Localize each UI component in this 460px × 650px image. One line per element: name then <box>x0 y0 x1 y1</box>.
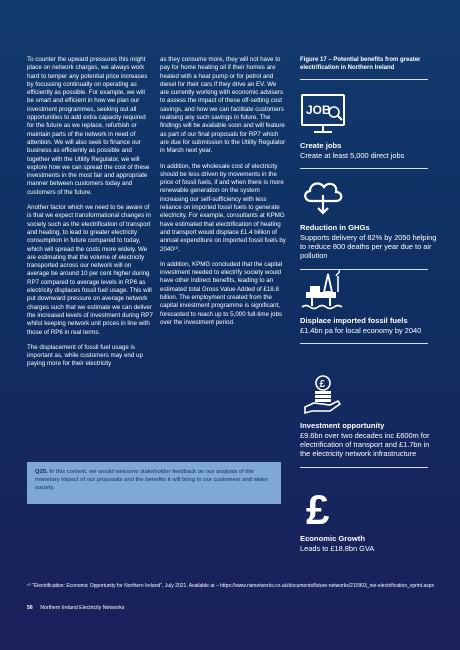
divider <box>300 343 428 344</box>
figure-title: Figure 17 – Potential benefits from greater electrification in Northern Ireland <box>300 57 421 71</box>
benefit-create-jobs <box>300 93 440 169</box>
job-icon-text: JOB <box>306 103 331 117</box>
job-icon <box>300 93 346 135</box>
paragraph: In addition, the wholesale cost of electricity should be less driven by movements in the price of fossil fuels, if and when there is more renewable generation on the system increasing our self-sufficiency with less reliance on imported fossil fuels to generate electricity. For example, consultants at KPMG have estimated that electrification of heating and transport would displace £1.4 billion of annual expenditure on imported fossil fuels by 2040¹⁰. <box>160 162 286 253</box>
divider <box>300 79 428 80</box>
footer-org-name: Northern Ireland Electricity Networks <box>40 605 125 611</box>
pound-icon <box>300 486 346 530</box>
question-label: Q25. <box>35 469 48 475</box>
svg-text:£: £ <box>319 379 326 390</box>
benefit-title: Create jobs <box>300 141 342 150</box>
money-hand-icon <box>300 373 346 417</box>
benefit-reduction-ghg <box>300 175 440 270</box>
body-column-1 <box>27 56 153 376</box>
oil-rig-icon <box>300 268 346 312</box>
paragraph: Another factor which we need to be aware of is that we expect transformational changes in society such as the electrification of transport and heating, to lead to greater electricity consumption in future compared to today, which will spread the costs more widely. We are estimating that the volume of electricity transported across our network will on average be around 10 per cent higher during RP7 compared to average levels in RP6 as electricity displaces fossil fuel usage. This will put downward pressure on average network charges such that we estimate we can deliver the increased levels of investment during RP7 whilst keeping network unit prices in line with those of RP6 in real terms. <box>27 204 153 336</box>
question-text: In this context, we would welcome stakeholder feedback on our analysis of the monetary impact of our proposals and the benefits it will bring to our customers and wider society. <box>35 469 268 491</box>
benefit-description: £1.4bn pa for local economy by 2040 <box>300 325 422 335</box>
divider <box>300 467 428 468</box>
paragraph: as they consume more, they will not have to pay for home heating oil if their homes are heated with a heat pump or for petrol and diesel for their cars if they drive an EV. We are currently working with economic advisers to assess the impact of these off-setting cost savings, and how we can facilitate customers realising any such savings in future. The findings will be available soon and will feature as part of our final proposals for RP7 which are due for submission to the Utility Regulator in March next year. <box>160 56 286 155</box>
footnote: ¹⁰ "Electrification: Economic Opportunity for Northern Ireland", July 2021. Available at – https://www.nienetworks.co.uk/documents/future-networks/210903_nie-electrification_vprint.aspx <box>27 583 435 589</box>
benefit-displace-fossil-fuels <box>300 268 440 344</box>
svg-text:£: £ <box>306 486 330 530</box>
benefit-investment-opportunity <box>300 373 440 468</box>
cloud-download-icon <box>300 175 346 217</box>
paragraph: The displacement of fossil fuel usage is important as, while customers may end up paying more for their electricity <box>27 343 143 368</box>
benefit-title: Displace imported fossil fuels <box>300 316 408 325</box>
divider <box>300 168 428 169</box>
benefit-description: Leads to £18.8bn GVA <box>300 543 375 553</box>
benefit-description: £9.6bn over two decades inc £600m for electrification of transport and £1.7bn in the electricity network infrastructure <box>300 430 430 459</box>
figure-title-block <box>300 56 440 80</box>
consultation-question-box <box>27 462 281 504</box>
benefit-title: Investment opportunity <box>300 421 385 430</box>
paragraph: To counter the upward pressures this might place on network charges, we always work hard to temper any potential price increases by focussing continually on operating as efficiently as possible. For example, we will be smart and efficient in how we plan our investment programmes, seeking out all opportunities to add extra capacity required for the future as we replace, refurbish or maintain parts of the network in need of attention. We will also seek to finance our business as efficiently as possible and together with the Utility Regulator, we will explore how we can spread the cost of these investments in the most fair and appropriate manner between customers today and customers of the future. <box>27 56 150 196</box>
benefit-title: Economic Growth <box>300 534 365 543</box>
benefit-title: Reduction in GHGs <box>300 223 370 232</box>
body-column-2 <box>160 56 286 334</box>
paragraph: In addition, KPMG concluded that the capital investment needed to electrify society would have other indirect benefits, leading to an estimated total Gross Value Added of £18.8 billion. The employment created from the capital investment programme is significant, forecasted to reach up to 5,000 full-time jobs over the investment period. <box>160 260 283 326</box>
page-number: 56 <box>27 605 33 611</box>
benefit-description: Supports delivery of 82% by 2050 helping to reduce 800 deaths per year due to air pollution <box>300 232 437 261</box>
page-footer <box>27 605 124 611</box>
benefit-description: Create at least 5,000 direct jobs <box>300 150 405 160</box>
benefit-economic-growth <box>300 486 440 553</box>
